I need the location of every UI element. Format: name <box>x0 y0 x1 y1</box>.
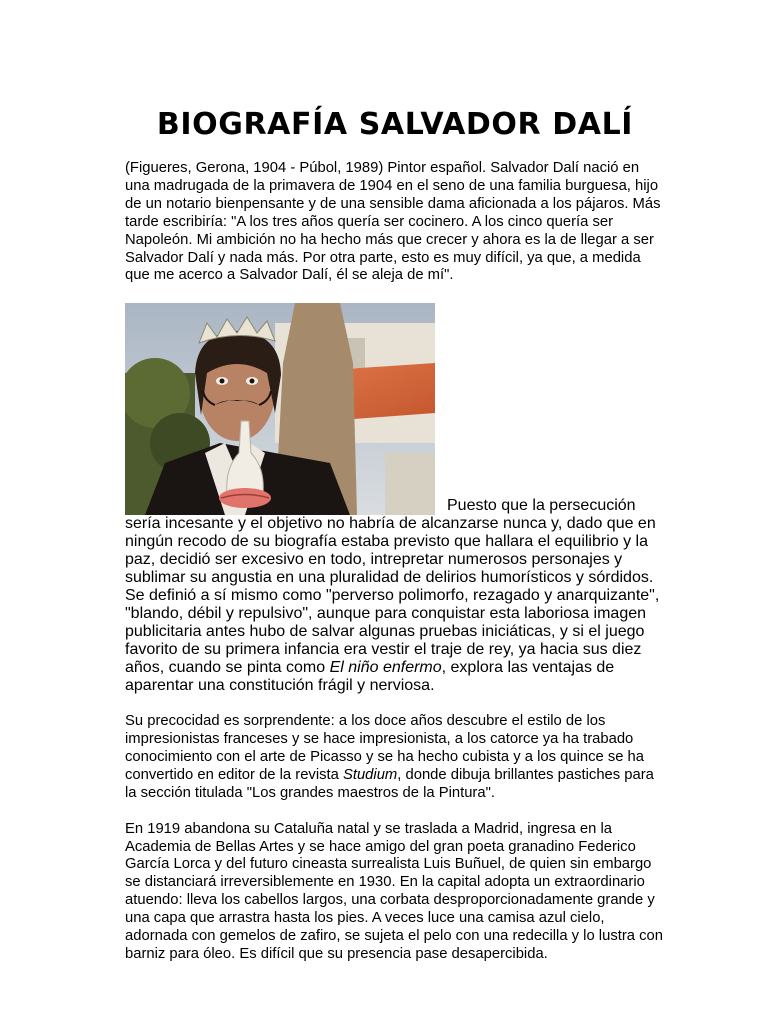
page-title: BIOGRAFÍA SALVADOR DALÍ <box>156 107 634 142</box>
precocity-text: Su precocidad es sorprendente: a los doce años descubre el estilo de los impresionistas franceses y se hace impresionista, a los catorce ya ha trabado conocimiento con el arte de Picasso y se ha hecho cubista y a los quince se ha convertido en editor de la revista <box>125 713 645 783</box>
dali-portrait-photo <box>125 303 435 515</box>
magazine-title-italic: Studium <box>342 766 398 783</box>
photo-paragraph <box>125 303 665 695</box>
document-page <box>125 100 665 964</box>
madrid-paragraph: En 1919 abandona su Cataluña natal y se traslada a Madrid, ingresa en la Academia de Bellas Artes y se hace amigo del gran poeta granadino Federico García Lorca y del futuro cineasta surrealista Luis Buñuel, de quien sin embargo se distanciará irreversiblemente en 1930. En la capital adopta un extraordinario atuendo: lleva los cabellos largos, una corbata desproporcionadamente grande y una capa que arrastra hasta los pies. A veces luce una camisa azul cielo, adornada con gemelos de zafiro, se sujeta el pelo con una redecilla y lo lustra con barniz para óleo. Es difícil que su presencia pase desapercibida. <box>125 820 663 962</box>
intro-paragraph: (Figueres, Gerona, 1904 - Púbol, 1989) Pintor español. Salvador Dalí nació en una madrugada de la primavera de 1904 en el seno de una familia burguesa, hijo de un notario bienpensante y de una sensible dama aficionada a los pájaros. Más tarde escribiría: "A los tres años quería ser cocinero. A los cinco quería ser Napoleón. Mi ambición no ha hecho más que crecer y ahora es la de llegar a ser Salvador Dalí y nada más. Por otra parte, esto es muy difícil, ya que, a medida que me acerco a Salvador Dalí, él se aleja de mí". <box>125 160 661 284</box>
painting-title-italic: El niño enfermo <box>329 659 442 677</box>
photo-paragraph-text: Puesto que la persecución sería incesante y el objetivo no habría de alcanzarse nunca y, dado que en ningún recodo de su biografía estaba previsto que hallara el equilibrio y la paz, decidió ser excesivo en todo, intrepretar numerosos personajes y sublimar su angustia en una pluralidad de delirios humorísticos y sórdidos. Se definió a sí mismo como "perverso polimorfo, rezagado y anarquizante", "blando, débil y repulsivo", aunque para conquistar esta laboriosa imagen publicitaria antes hubo de salvar algunas pruebas iniciáticas, y si el juego favorito de su primera infancia era vestir el traje de rey, ya hacia sus diez años, cuando se pinta como <box>125 497 660 677</box>
photo-paragraph-text-end: , explora las ventajas de aparentar una constitución frágil y nerviosa. <box>125 659 615 695</box>
precocity-paragraph <box>125 713 665 803</box>
precocity-text-end: , donde dibuja brillantes pastiches para la sección titulada "Los grandes maestros de la Pintura". <box>125 766 654 801</box>
